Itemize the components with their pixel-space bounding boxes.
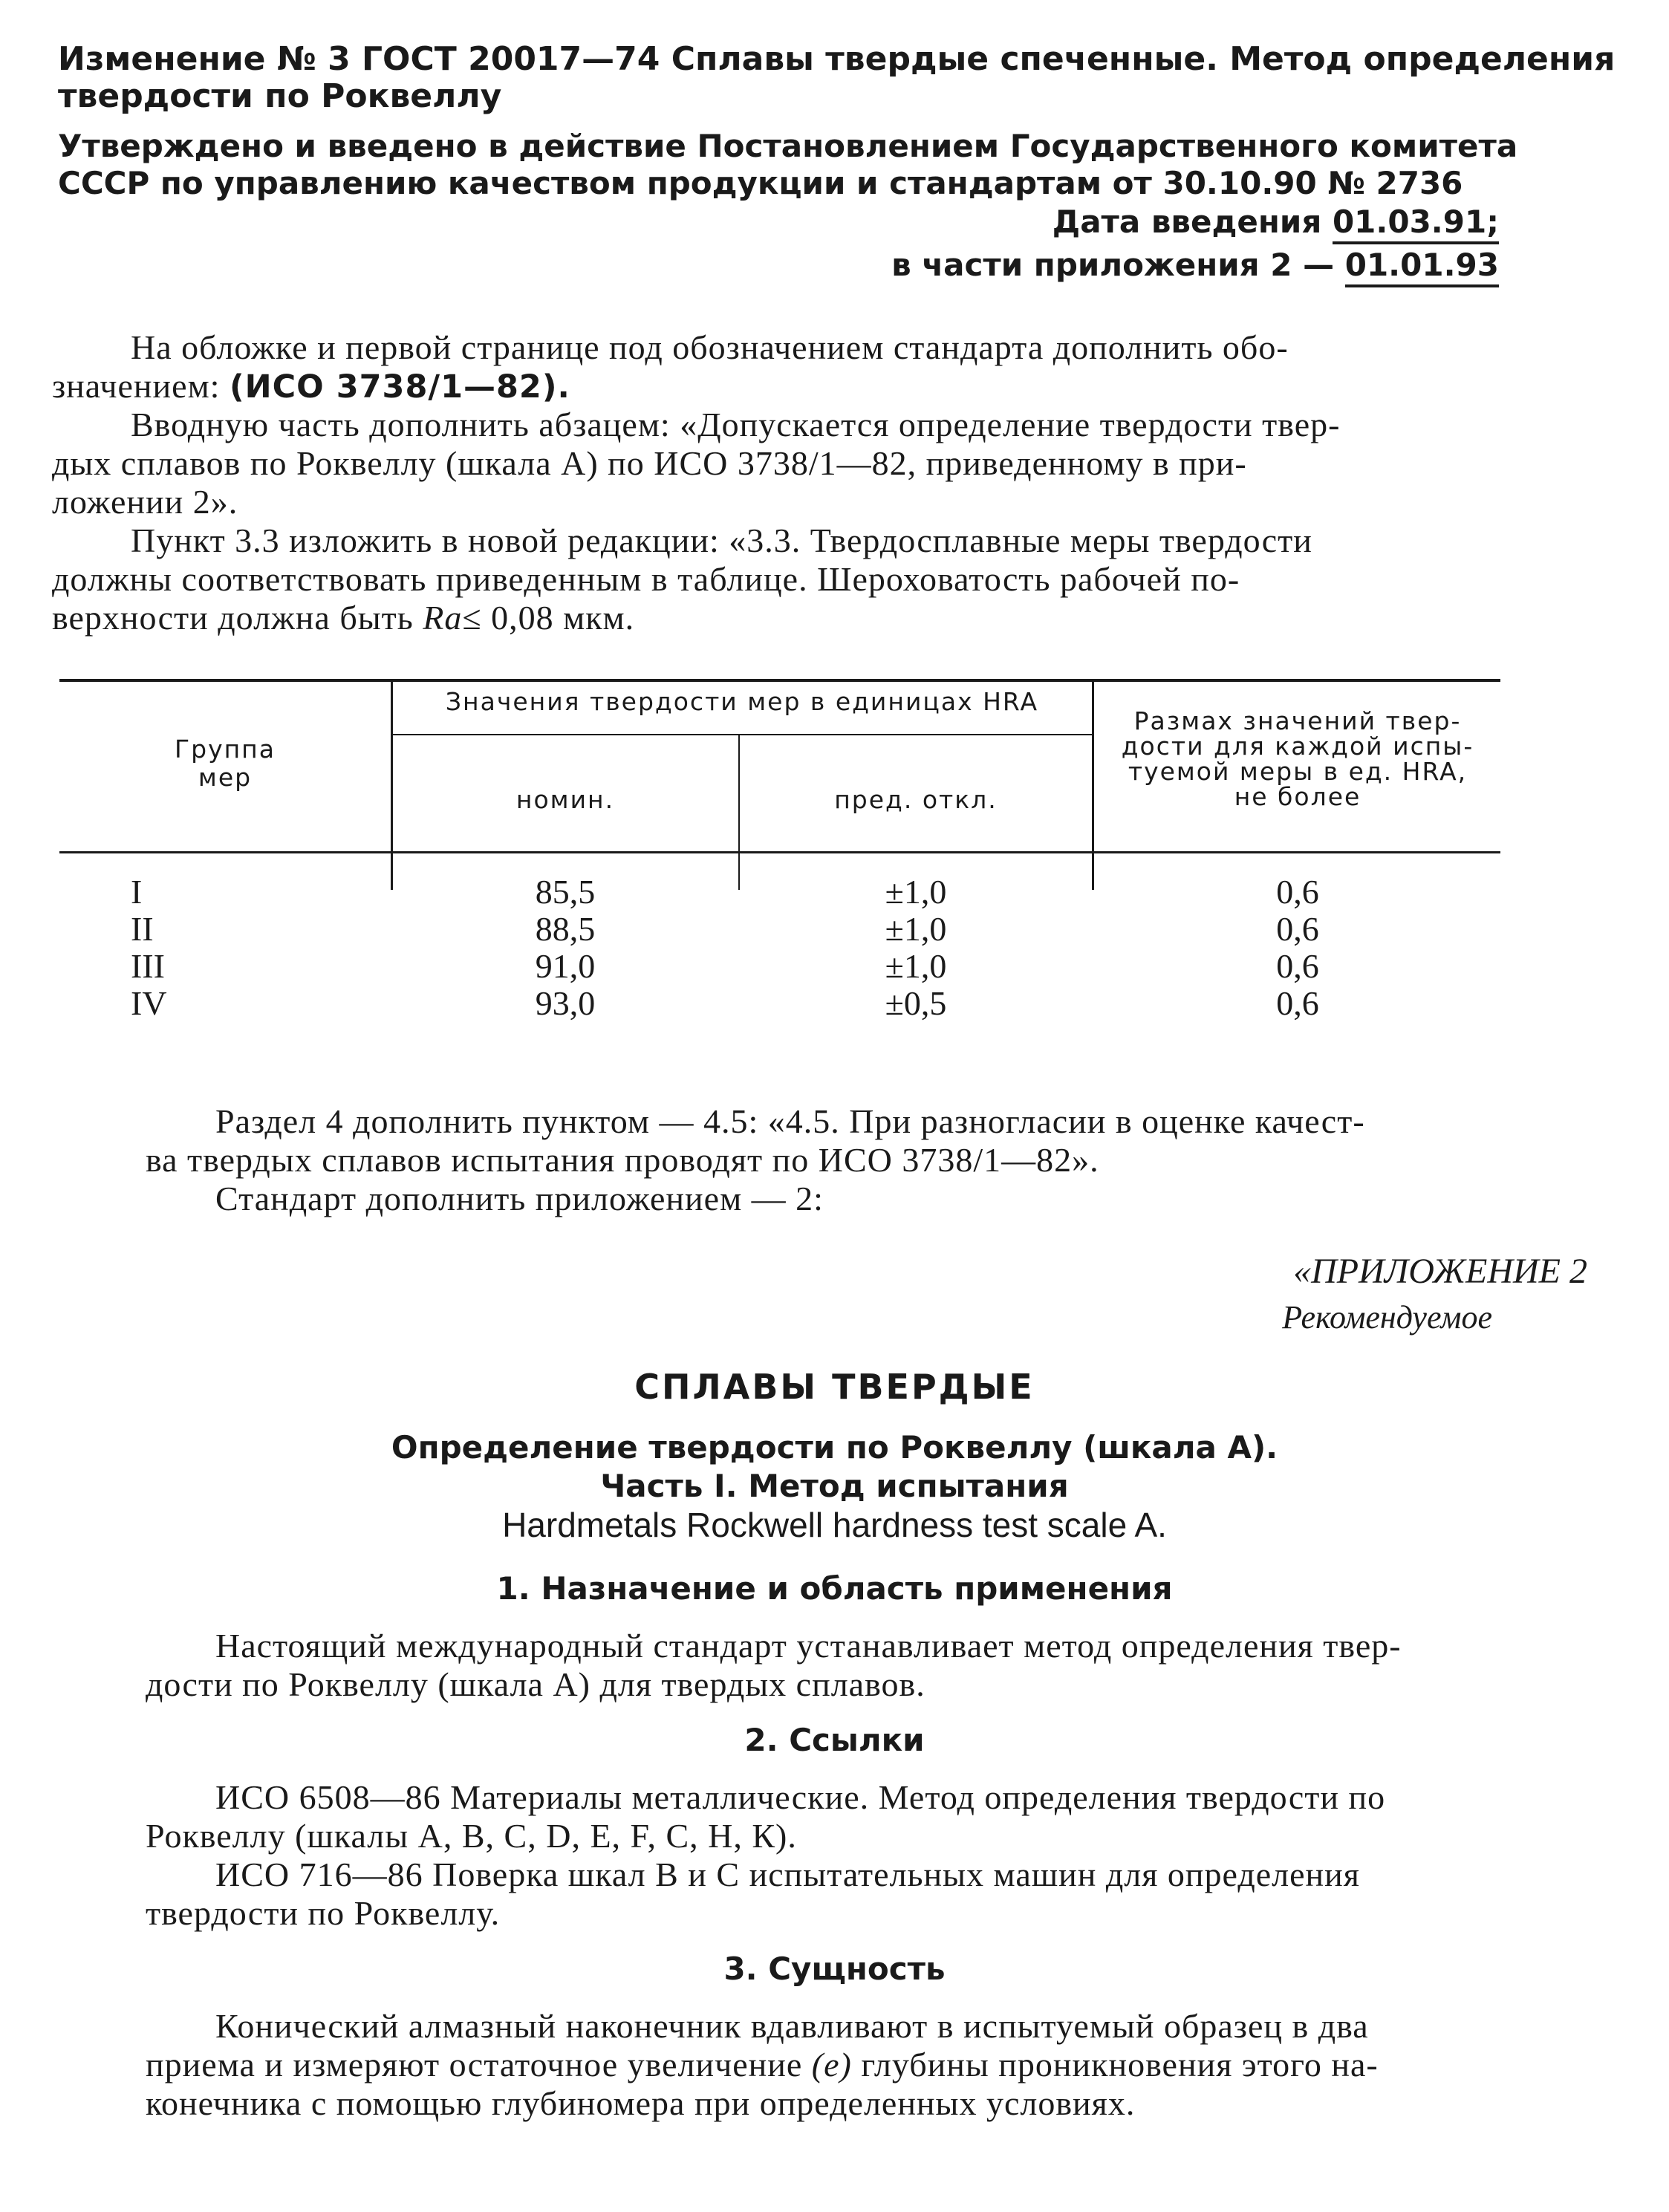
- row-3-range: 0,6: [1276, 947, 1319, 985]
- appendix-subtitle-line-2: Часть I. Метод испытания: [600, 1468, 1069, 1504]
- header-range: Размах значений твер- дости для каждой испы- туемой меры в ед. HRA, не более: [1121, 706, 1474, 811]
- appendix-label: «ПРИЛОЖЕНИЕ 2: [1293, 1252, 1587, 1291]
- approval-line-2: СССР по управлению качеством продукции и стандартам от 30.10.90 № 2736: [58, 165, 1463, 201]
- appendix-main-title: СПЛАВЫ ТВЕРДЫЕ: [634, 1367, 1035, 1407]
- approval-line-1: Утверждено и введено в действие Постановлением Государственного комитета: [58, 128, 1518, 164]
- paragraph-3-line-2: должны соответствовать приведенным в таблице. Шероховатость рабочей по-: [52, 560, 1240, 598]
- introduction-date-value: 01.03.91;: [1333, 204, 1499, 244]
- appendix-date-label: в части приложения 2 —: [891, 247, 1335, 283]
- row-2-nominal: 88,5: [535, 910, 596, 948]
- paragraph-4-line-2: ва твердых сплавов испытания проводят по ИСО 3738/1—82».: [146, 1141, 1099, 1179]
- section-3-title: 3. Сущность: [723, 1951, 946, 1987]
- header-tolerance: пред. откл.: [834, 785, 998, 814]
- header-hardness-values: Значения твердости мер в единицах HRA: [445, 687, 1039, 716]
- paragraph-5: Стандарт дополнить приложением — 2:: [215, 1180, 824, 1217]
- paragraph-2-line-3: ложении 2».: [52, 483, 238, 521]
- paragraph-1-line-2: [52, 367, 570, 406]
- amendment-title-line-1: Изменение № 3 ГОСТ 20017—74 Сплавы твердые спеченные. Метод определения: [58, 40, 1616, 78]
- section-2-line-1: ИСО 6508—86 Материалы металлические. Метод определения твердости по: [215, 1778, 1386, 1816]
- section-3-variable: (е): [811, 2046, 852, 2083]
- roughness-text: верхности должна быть: [52, 599, 414, 637]
- row-2-range: 0,6: [1276, 910, 1319, 948]
- section-3-line-2: [146, 2046, 1379, 2084]
- section-3-line-2-start: приема и измеряют остаточное увеличение: [146, 2046, 803, 2083]
- appendix-date-value: 01.01.93: [1345, 247, 1499, 287]
- roughness-value: ≤ 0,08 мкм.: [462, 599, 635, 637]
- header-nominal: номин.: [515, 785, 615, 814]
- row-1-nominal: 85,5: [535, 873, 596, 911]
- row-1-group: I: [131, 873, 143, 911]
- section-3-line-3: конечника с помощью глубиномера при определенных условиях.: [146, 2084, 1136, 2122]
- paragraph-1-line-1: На обложке и первой странице под обозначением стандарта дополнить обо-: [131, 328, 1289, 366]
- paragraph-4-line-1: Раздел 4 дополнить пунктом — 4.5: «4.5. При разногласии в оценке качест-: [215, 1102, 1365, 1140]
- appendix-date: [891, 247, 1499, 284]
- introduction-date: [1053, 204, 1499, 241]
- section-1-line-2: дости по Роквеллу (шкала А) для твердых сплавов.: [146, 1665, 925, 1703]
- table-top-rule: [59, 679, 1500, 682]
- row-1-range: 0,6: [1276, 873, 1319, 911]
- row-3-nominal: 91,0: [535, 947, 596, 985]
- table-header-rule: [59, 851, 1500, 853]
- iso-reference: (ИСО 3738/1—82).: [229, 368, 570, 406]
- header-group: Группа мер: [175, 735, 276, 792]
- row-4-nominal: 93,0: [535, 984, 596, 1022]
- section-1-title: 1. Назначение и область применения: [496, 1570, 1173, 1607]
- row-4-group: IV: [131, 984, 167, 1022]
- section-1-line-1: Настоящий международный стандарт устанавливает метод определения твер-: [215, 1627, 1402, 1665]
- section-2-line-4: твердости по Роквеллу.: [146, 1894, 501, 1932]
- row-2-tolerance: ±1,0: [885, 910, 947, 948]
- amendment-title-line-2: твердости по Роквеллу: [58, 77, 502, 115]
- appendix-status: Рекомендуемое: [1282, 1299, 1492, 1336]
- paragraph-3-line-1: Пункт 3.3 изложить в новой редакции: «3.3. Твердосплавные меры твердости: [131, 521, 1312, 559]
- section-3-line-1: Конический алмазный наконечник вдавливают в испытуемый образец в два: [215, 2007, 1369, 2045]
- appendix-english-title: Hardmetals Rockwell hardness test scale A.: [502, 1506, 1167, 1544]
- row-3-group: III: [131, 947, 165, 985]
- table-subheader-rule: [392, 734, 1092, 735]
- section-3-line-2-end: глубины проникновения этого на-: [861, 2046, 1379, 2083]
- paragraph-2-line-1: Вводную часть дополнить абзацем: «Допускается определение твердости твер-: [131, 406, 1341, 443]
- paragraph-2-line-2: дых сплавов по Роквеллу (шкала А) по ИСО 3738/1—82, приведенному в при-: [52, 444, 1247, 482]
- row-2-group: II: [131, 910, 154, 948]
- row-1-tolerance: ±1,0: [885, 873, 947, 911]
- row-4-tolerance: ±0,5: [885, 984, 947, 1022]
- paragraph-3-line-3: [52, 599, 634, 637]
- paragraph-1-prefix: значением:: [52, 367, 221, 405]
- section-2-line-3: ИСО 716—86 Поверка шкал В и С испытательных машин для определения: [215, 1855, 1360, 1893]
- appendix-subtitle-line-1: Определение твердости по Роквеллу (шкала А).: [391, 1429, 1278, 1466]
- roughness-symbol: Ra: [423, 599, 463, 637]
- introduction-date-label: Дата введения: [1052, 204, 1322, 240]
- row-3-tolerance: ±1,0: [885, 947, 947, 985]
- section-2-title: 2. Ссылки: [744, 1722, 925, 1758]
- row-4-range: 0,6: [1276, 984, 1319, 1022]
- section-2-line-2: Роквеллу (шкалы А, В, С, D, Е, F, С, Н, К).: [146, 1817, 797, 1855]
